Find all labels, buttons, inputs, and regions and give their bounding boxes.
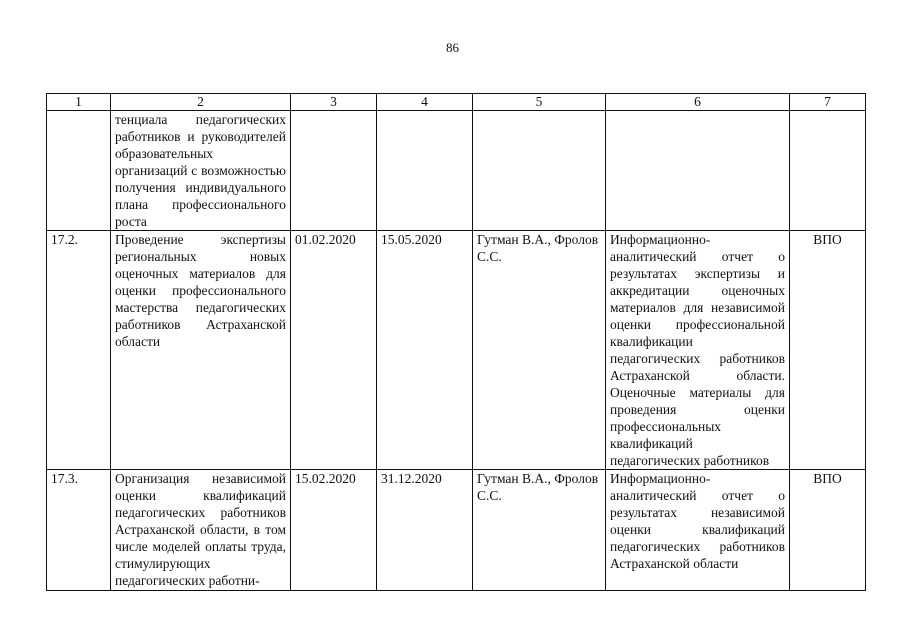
column-header-3: 3: [291, 94, 377, 111]
activity-plan-table: [46, 93, 866, 591]
end-date-cell: 15.05.2020: [377, 231, 473, 470]
result-cell: Информационно-аналитический отчет о результатах экспертизы и аккредитации оценочных материалов для независимой оценки профессиональной квалификации педагогических работников Астраханской области. Оценочные материалы для проведения оценки профессиональных квалификаций педагогических работников: [606, 231, 790, 470]
start-date-cell: 15.02.2020: [291, 470, 377, 591]
table-row: [47, 470, 866, 591]
activity-cell: тенциала педагогических работников и руководителей образовательных организаций с возможностью получения индивидуального плана профессионального роста: [111, 111, 291, 231]
column-header-6: 6: [606, 94, 790, 111]
activity-cell: Проведение экспертизы региональных новых оценочных материалов для оценки профессионального мастерства педагогических работников Астраханской области: [111, 231, 291, 470]
table-header-row: [47, 94, 866, 111]
responsible-cell: [473, 111, 606, 231]
organization-cell: ВПО: [790, 470, 866, 591]
page-number: 86: [446, 40, 459, 55]
start-date-cell: [291, 111, 377, 231]
column-header-2: 2: [111, 94, 291, 111]
organization-cell: ВПО: [790, 231, 866, 470]
start-date-cell: 01.02.2020: [291, 231, 377, 470]
row-number: 17.3.: [47, 470, 111, 591]
column-header-1: 1: [47, 94, 111, 111]
column-header-5: 5: [473, 94, 606, 111]
row-number: [47, 111, 111, 231]
row-number: 17.2.: [47, 231, 111, 470]
responsible-cell: Гутман В.А., Фролов С.С.: [473, 231, 606, 470]
result-cell: Информационно-аналитический отчет о результатах независимой оценки квалификаций педагогических работников Астраханской области: [606, 470, 790, 591]
result-cell: [606, 111, 790, 231]
activity-cell: Организация независимой оценки квалификаций педагогических работников Астраханской области, в том числе моделей оплаты труда, стимулирующих педагогических работни-: [111, 470, 291, 591]
column-header-4: 4: [377, 94, 473, 111]
end-date-cell: 31.12.2020: [377, 470, 473, 591]
column-header-7: 7: [790, 94, 866, 111]
table-row: [47, 231, 866, 470]
end-date-cell: [377, 111, 473, 231]
responsible-cell: Гутман В.А., Фролов С.С.: [473, 470, 606, 591]
table-row: [47, 111, 866, 231]
organization-cell: [790, 111, 866, 231]
